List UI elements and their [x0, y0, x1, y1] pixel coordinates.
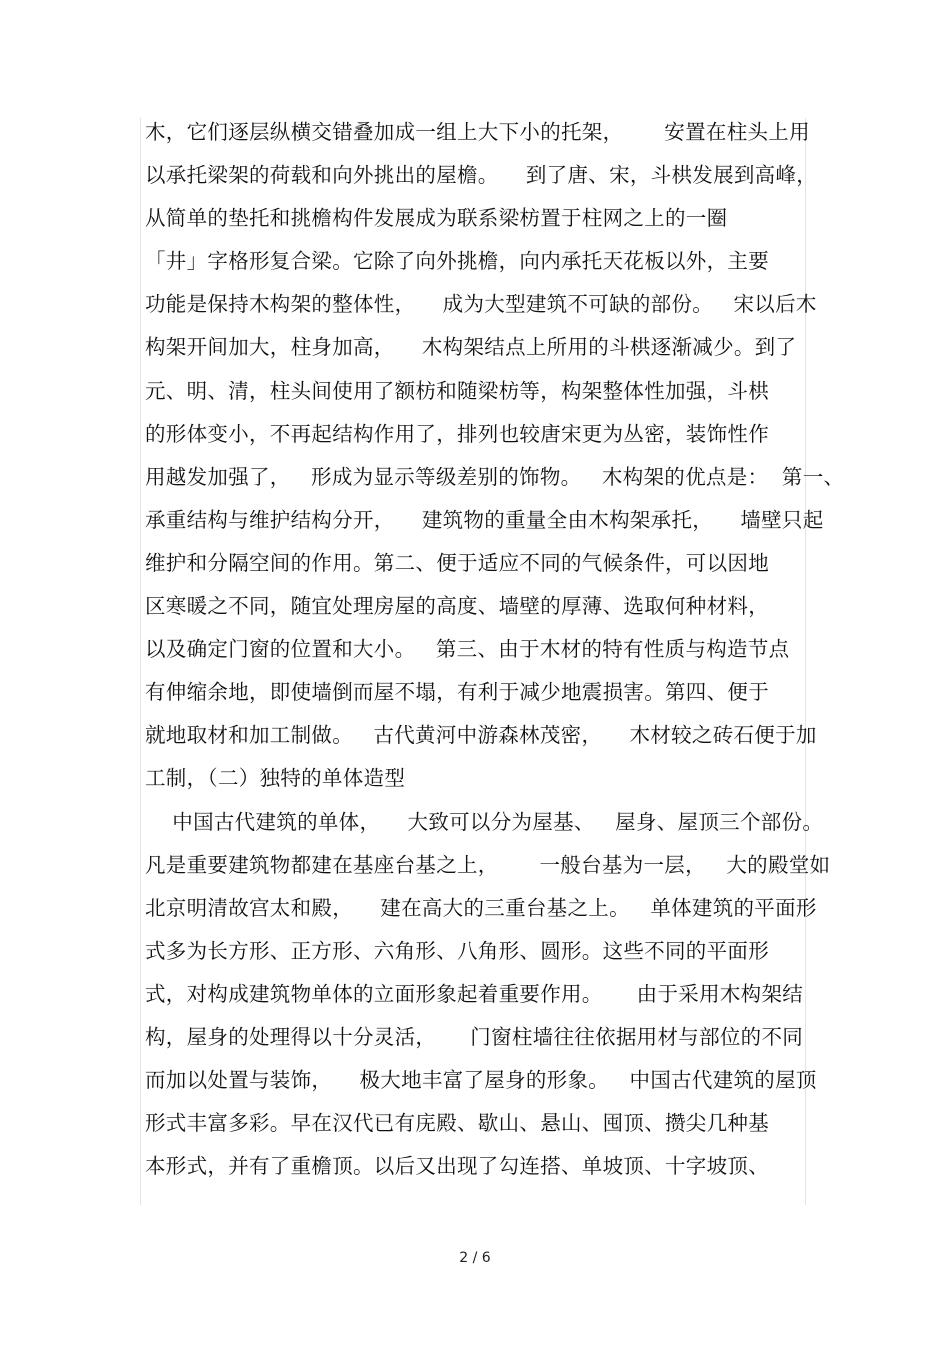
text-line: 构架开间加大，柱身加高， 木构架结点上所用的斗栱逐渐减少。到了 — [145, 335, 797, 360]
text-line: 用越发加强了， 形成为显示等级差别的饰物。 木构架的优点是： 第一、 — [145, 464, 845, 489]
section-heading-line: 工制，（二）独特的单体造型 — [145, 766, 406, 791]
text-line: 凡是重要建筑物都建在基座台基之上， 一般台基为一层， 大的殿堂如 — [145, 852, 831, 877]
text-line: 以承托梁架的荷载和向外挑出的屋檐。 到了唐、宋，斗栱发展到高峰， — [145, 163, 818, 188]
text-line: 功能是保持木构架的整体性， 成为大型建筑不可缺的部份。 宋以后木 — [145, 292, 817, 317]
text-line: 式，对构成建筑物单体的立面形象起着重要作用。 由于采用木构架结 — [145, 981, 804, 1006]
document-body — [145, 111, 845, 1188]
text-line: 区寒暖之不同，随宜处理房屋的高度、墙壁的厚薄、选取何种材料， — [145, 594, 769, 619]
text-line: 式多为长方形、正方形、六角形、八角形、圆形。这些不同的平面形 — [145, 938, 769, 963]
text-line: 从简单的垫托和挑檐构件发展成为联系梁枋置于柱网之上的一圈 — [145, 206, 728, 231]
text-line: 的形体变小，不再起结构作用了，排列也较唐宋更为丛密，装饰性作 — [145, 421, 769, 446]
text-line: 构，屋身的处理得以十分灵活， 门窗柱墙往往依据用材与部位的不同 — [145, 1024, 804, 1049]
text-line: 维护和分隔空间的作用。第二、便于适应不同的气候条件，可以因地 — [145, 550, 769, 575]
text-line: 「井」字格形复合梁。它除了向外挑檐，向内承托天花板以外，主要 — [145, 249, 769, 274]
text-line: 形式丰富多彩。早在汉代已有庑殿、歇山、悬山、囤顶、攒尖几种基 — [145, 1111, 769, 1136]
text-line: 就地取材和加工制做。 古代黄河中游森林茂密， 木材较之砖石便于加 — [145, 723, 817, 748]
text-line: 北京明清故宫太和殿， 建在高大的三重台基之上。 单体建筑的平面形 — [145, 895, 817, 920]
text-line: 而加以处置与装饰， 极大地丰富了屋身的形象。 中国古代建筑的屋顶 — [145, 1068, 817, 1093]
text-line: 本形式，并有了重檐顶。以后又出现了勾连搭、单坡顶、十字坡顶、 — [145, 1154, 769, 1179]
page-number: 2 / 6 — [459, 1250, 491, 1266]
text-line: 元、明、清，柱头间使用了额枋和随梁枋等，构架整体性加强，斗栱 — [145, 378, 769, 403]
text-line: 以及确定门窗的位置和大小。 第三、由于木材的特有性质与构造节点 — [145, 637, 790, 662]
paragraph-start-line: 中国古代建筑的单体， 大致可以分为屋基、 屋身、屋顶三个部份。 — [145, 809, 824, 834]
text-line: 承重结构与维护结构分开， 建筑物的重量全由木构架承托， 墙壁只起 — [145, 507, 824, 532]
text-line: 有伸缩余地，即使墙倒而屋不塌，有利于减少地震损害。第四、便于 — [145, 680, 769, 705]
text-line: 木，它们逐层纵横交错叠加成一组上大下小的托架， 安置在柱头上用 — [145, 120, 810, 144]
